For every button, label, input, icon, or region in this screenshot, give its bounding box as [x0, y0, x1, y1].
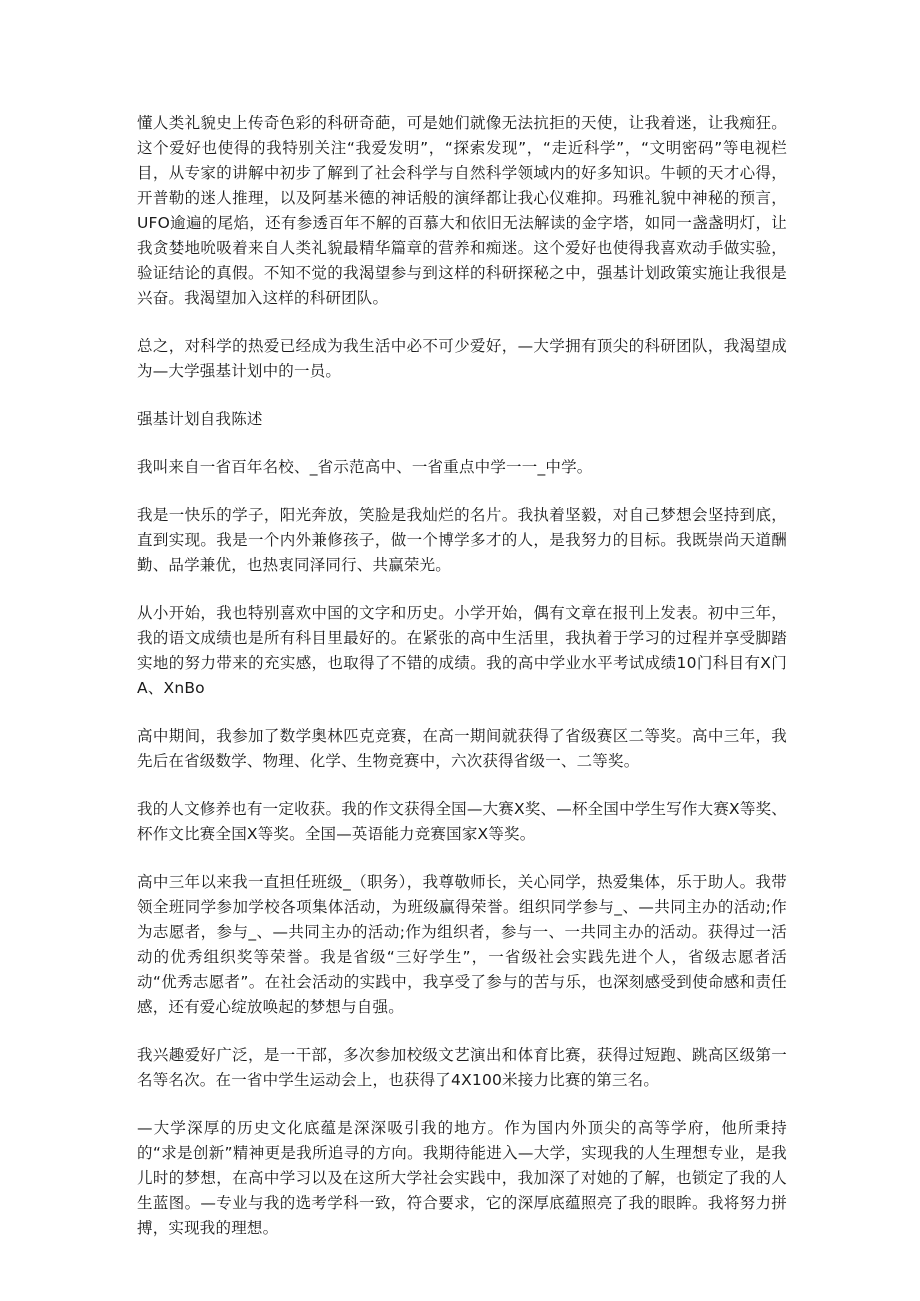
- paragraph-language-history: 从小开始，我也特别喜欢中国的文字和历史。小学开始，偶有文章在报刊上发表。初中三年，我的语文成绩也是所有科目里最好的。在紧张的高中生活里，我执着于学习的过程并享受脚踏实地的努力带来的充实感，也取得了不错的成绩。我的高中学业水平考试成绩10门科目有X门A、XnBo: [137, 604, 787, 697]
- paragraph-introduction: 我叫来自一省百年名校、_省示范高中、一省重点中学一一_中学。: [137, 458, 593, 476]
- paragraph-personality: 我是一快乐的学子，阳光奔放，笑脸是我灿烂的名片。我执着坚毅，对自己梦想会坚持到底，直到实现。我是一个内外兼修孩子，做一个博学多才的人，是我努力的目标。我既崇尚天道酬勤、品学兼优，也热衷同泽同行、共赢荣光。: [137, 506, 787, 574]
- paragraph-leadership: 高中三年以来我一直担任班级_（职务），我尊敬师长，关心同学，热爱集体，乐于助人。我带领全班同学参加学校各项集体活动，为班级赢得荣誉。组织同学参与_、—共同主办的活动;作为志愿者，参与_、—共同主办的活动;作为组织者，参与一、一共同主办的活动。获得过一活动的优秀组织奖等荣誉。我是省级“三好学生”，一省级社会实践先进个人，省级志愿者活动“优秀志愿者”。在社会活动的实践中，我享受了参与的苦与乐，也深刻感受到使命感和责任感，还有爱心绽放唤起的梦想与自强。: [137, 873, 787, 1016]
- paragraph-interests: 我兴趣爱好广泛，是一干部，多次参加校级文艺演出和体育比赛，获得过短跑、跳高区级第一名等名次。在一省中学生运动会上，也获得了4X100米接力比赛的第三名。: [137, 1046, 787, 1089]
- document-body: [137, 111, 787, 1264]
- paragraph-conclusion: 总之，对科学的热爱已经成为我生活中必不可少爱好，—大学拥有顶尖的科研团队，我渴望成为—大学强基计划中的一员。: [137, 337, 787, 380]
- paragraph-humanities: 我的人文修养也有一定收获。我的作文获得全国—大赛X奖、—杯全国中学生写作大赛X等奖、杯作文比赛全国X等奖。全国—英语能力竞赛国家X等奖。: [137, 800, 787, 843]
- paragraph-university: —大学深厚的历史文化底蕴是深深吸引我的地方。作为国内外顶尖的高等学府，他所秉持的“求是创新”精神更是我所追寻的方向。我期待能进入—大学，实现我的人生理想专业，是我儿时的梦想，在高中学习以及在这所大学社会实践中，我加深了对她的了解，也锁定了我的人生蓝图。—专业与我的选考学科一致，符合要求，它的深厚底蕴照亮了我的眼眸。我将努力拼搏，实现我的理想。: [137, 1119, 787, 1237]
- paragraph-competitions: 高中期间，我参加了数学奥林匹克竞赛，在高一期间就获得了省级赛区二等奖。高中三年，我先后在省级数学、物理、化学、生物竞赛中，六次获得省级一、二等奖。: [137, 727, 787, 770]
- paragraph-science-hobby: 懂人类礼貌史上传奇色彩的科研奇葩，可是她们就像无法抗拒的天使，让我着迷，让我痴狂。这个爱好也使得的我特别关注“我爱发明”，“探索发现”，“走近科学”，“文明密码”等电视栏目，从专家的讲解中初步了解到了社会科学与自然科学领域内的好多知识。牛顿的天才心得，开普勒的迷人推理，以及阿基米德的神话般的演绎都让我心仪难抑。玛雅礼貌中神秘的预言，UFO逾遍的尾焰，还有参透百年不解的百慕大和依旧无法解读的金字塔，如同一盏盏明灯，让我贪婪地吮吸着来自人类礼貌最精华篇章的营养和痴迷。这个爱好也使得我喜欢动手做实验，验证结论的真假。不知不觉的我渴望参与到这样的科研探秘之中，强基计划政策实施让我很是兴奋。我渴望加入这样的科研团队。: [137, 114, 787, 307]
- section-heading: 强基计划自我陈述: [137, 410, 263, 428]
